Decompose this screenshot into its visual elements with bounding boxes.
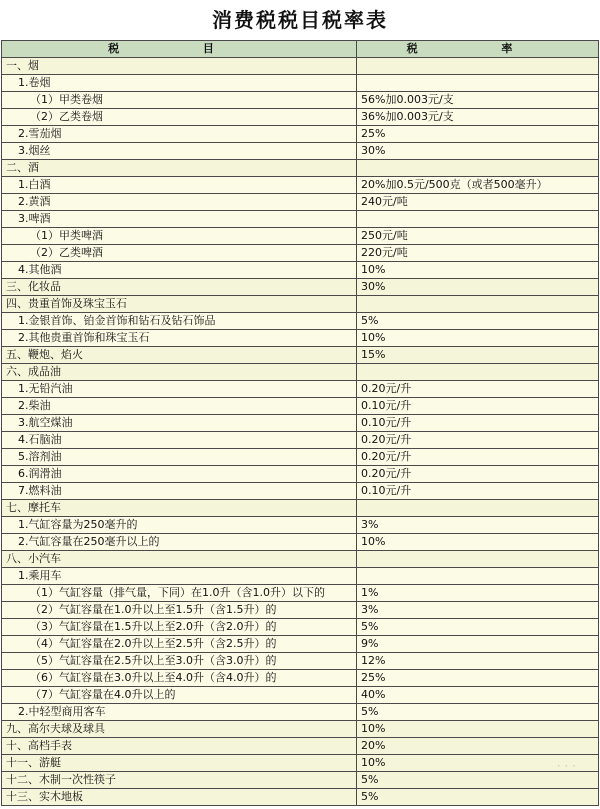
tax-rate-cell	[357, 296, 599, 313]
table-row	[2, 789, 599, 806]
tax-item-cell: 五、鞭炮、焰火	[2, 347, 357, 364]
table-row	[2, 228, 599, 245]
tax-rate-cell	[357, 75, 599, 92]
table-row	[2, 466, 599, 483]
tax-item-cell: （2）气缸容量在1.0升以上至1.5升（含1.5升）的	[2, 602, 357, 619]
tax-item-cell: 一、烟	[2, 58, 357, 75]
table-row	[2, 109, 599, 126]
tax-rate-cell	[357, 500, 599, 517]
tax-rate-cell: 10%	[357, 755, 599, 772]
tax-item-cell: （5）气缸容量在2.5升以上至3.0升（含3.0升）的	[2, 653, 357, 670]
tax-item-cell: 6.润滑油	[2, 466, 357, 483]
tax-item-cell: 十三、实木地板	[2, 789, 357, 806]
tax-rate-cell	[357, 364, 599, 381]
header-item: 税 目	[2, 41, 357, 58]
tax-item-cell: 2.黄酒	[2, 194, 357, 211]
tax-item-cell: 4.其他酒	[2, 262, 357, 279]
tax-item-cell: 2.雪茄烟	[2, 126, 357, 143]
table-row	[2, 432, 599, 449]
table-row	[2, 381, 599, 398]
tax-rate-cell: 5%	[357, 619, 599, 636]
table-row	[2, 330, 599, 347]
tax-rate-cell: 250元/吨	[357, 228, 599, 245]
table-row	[2, 296, 599, 313]
tax-rate-cell: 25%	[357, 670, 599, 687]
table-row	[2, 517, 599, 534]
tax-item-cell: 二、酒	[2, 160, 357, 177]
tax-item-cell: （4）气缸容量在2.0升以上至2.5升（含2.5升）的	[2, 636, 357, 653]
tax-rate-cell: 0.20元/升	[357, 381, 599, 398]
table-row	[2, 92, 599, 109]
tax-rate-cell	[357, 211, 599, 228]
tax-rate-cell	[357, 568, 599, 585]
tax-item-cell: 六、成品油	[2, 364, 357, 381]
tax-rate-cell	[357, 551, 599, 568]
tax-item-cell: 3.航空煤油	[2, 415, 357, 432]
tax-item-cell: 四、贵重首饰及珠宝玉石	[2, 296, 357, 313]
tax-item-cell: 1.白酒	[2, 177, 357, 194]
tax-rate-cell: 5%	[357, 789, 599, 806]
table-row	[2, 619, 599, 636]
tax-rate-cell: 10%	[357, 262, 599, 279]
tax-rate-cell: 0.20元/升	[357, 432, 599, 449]
tax-rate-cell: 10%	[357, 721, 599, 738]
table-row	[2, 347, 599, 364]
tax-item-cell: （7）气缸容量在4.0升以上的	[2, 687, 357, 704]
table-row	[2, 636, 599, 653]
tax-item-cell: 3.啤酒	[2, 211, 357, 228]
tax-item-cell: 2.柴油	[2, 398, 357, 415]
table-row	[2, 602, 599, 619]
tax-item-cell: 七、摩托车	[2, 500, 357, 517]
table-row	[2, 364, 599, 381]
tax-rate-cell: 10%	[357, 534, 599, 551]
tax-rate-cell: 12%	[357, 653, 599, 670]
table-row	[2, 721, 599, 738]
tax-rate-cell: 30%	[357, 143, 599, 160]
tax-rate-cell: 25%	[357, 126, 599, 143]
tax-item-cell: （1）甲类啤酒	[2, 228, 357, 245]
table-row	[2, 704, 599, 721]
table-row	[2, 143, 599, 160]
tax-item-cell: 2.气缸容量在250毫升以上的	[2, 534, 357, 551]
tax-item-cell: 4.石脑油	[2, 432, 357, 449]
page-title: 消费税税目税率表	[212, 8, 388, 32]
tax-rate-cell: 36%加0.003元/支	[357, 109, 599, 126]
tax-item-cell: 八、小汽车	[2, 551, 357, 568]
tax-item-cell: 2.其他贵重首饰和珠宝玉石	[2, 330, 357, 347]
tax-rate-cell: 0.10元/升	[357, 483, 599, 500]
tax-rate-cell: 56%加0.003元/支	[357, 92, 599, 109]
tax-rate-cell: 3%	[357, 602, 599, 619]
table-row	[2, 126, 599, 143]
table-row	[2, 398, 599, 415]
table-row	[2, 755, 599, 772]
table-row	[2, 551, 599, 568]
table-row	[2, 500, 599, 517]
tax-rate-cell	[357, 160, 599, 177]
tax-item-cell: 三、化妆品	[2, 279, 357, 296]
table-row	[2, 279, 599, 296]
table-row	[2, 194, 599, 211]
tax-item-cell: 1.气缸容量为250毫升的	[2, 517, 357, 534]
tax-item-cell: 十一、游艇	[2, 755, 357, 772]
table-row	[2, 160, 599, 177]
tax-item-cell: （3）气缸容量在1.5升以上至2.0升（含2.0升）的	[2, 619, 357, 636]
tax-rate-cell: 9%	[357, 636, 599, 653]
tax-rate-cell: 3%	[357, 517, 599, 534]
table-row	[2, 211, 599, 228]
header-rate: 税 率	[357, 41, 599, 58]
tax-rate-cell: 0.10元/升	[357, 398, 599, 415]
table-body	[2, 58, 599, 806]
table-header-row	[2, 41, 599, 58]
tax-item-cell: （1）甲类卷烟	[2, 92, 357, 109]
tax-rate-cell: 5%	[357, 704, 599, 721]
table-row	[2, 483, 599, 500]
table-row	[2, 58, 599, 75]
tax-item-cell: 3.烟丝	[2, 143, 357, 160]
table-row	[2, 585, 599, 602]
tax-rate-cell: 15%	[357, 347, 599, 364]
table-row	[2, 245, 599, 262]
tax-item-cell: 1.金银首饰、铂金首饰和钻石及钻石饰品	[2, 313, 357, 330]
tax-rate-cell: 240元/吨	[357, 194, 599, 211]
tax-item-cell: 7.燃料油	[2, 483, 357, 500]
tax-item-cell: 2.中轻型商用客车	[2, 704, 357, 721]
tax-item-cell: （2）乙类啤酒	[2, 245, 357, 262]
tax-rate-table	[1, 40, 599, 806]
table-row	[2, 75, 599, 92]
table-row	[2, 738, 599, 755]
tax-rate-cell: 20%	[357, 738, 599, 755]
tax-rate-cell: 220元/吨	[357, 245, 599, 262]
tax-rate-cell: 10%	[357, 330, 599, 347]
tax-item-cell: 1.卷烟	[2, 75, 357, 92]
table-row	[2, 313, 599, 330]
tax-rate-cell: 0.20元/升	[357, 466, 599, 483]
tax-item-cell: 十、高档手表	[2, 738, 357, 755]
table-row	[2, 177, 599, 194]
table-row	[2, 670, 599, 687]
watermark-decoration: · · ·	[556, 759, 576, 773]
tax-item-cell: 九、高尔夫球及球具	[2, 721, 357, 738]
tax-item-cell: （6）气缸容量在3.0升以上至4.0升（含4.0升）的	[2, 670, 357, 687]
tax-item-cell: 1.乘用车	[2, 568, 357, 585]
tax-item-cell: 5.溶剂油	[2, 449, 357, 466]
tax-rate-cell: 30%	[357, 279, 599, 296]
tax-rate-cell: 0.20元/升	[357, 449, 599, 466]
tax-rate-cell: 5%	[357, 313, 599, 330]
table-row	[2, 534, 599, 551]
tax-rate-cell: 1%	[357, 585, 599, 602]
tax-rate-cell: 5%	[357, 772, 599, 789]
table-row	[2, 687, 599, 704]
tax-rate-cell: 20%加0.5元/500克（或者500毫升）	[357, 177, 599, 194]
table-row	[2, 262, 599, 279]
table-row	[2, 653, 599, 670]
tax-item-cell: 十二、木制一次性筷子	[2, 772, 357, 789]
table-row	[2, 568, 599, 585]
tax-item-cell: （2）乙类卷烟	[2, 109, 357, 126]
tax-rate-cell: 40%	[357, 687, 599, 704]
table-row	[2, 772, 599, 789]
tax-item-cell: （1）气缸容量（排气量，下同）在1.0升（含1.0升）以下的	[2, 585, 357, 602]
table-row	[2, 449, 599, 466]
tax-item-cell: 1.无铅汽油	[2, 381, 357, 398]
tax-rate-cell: 0.10元/升	[357, 415, 599, 432]
tax-rate-cell	[357, 58, 599, 75]
table-row	[2, 415, 599, 432]
